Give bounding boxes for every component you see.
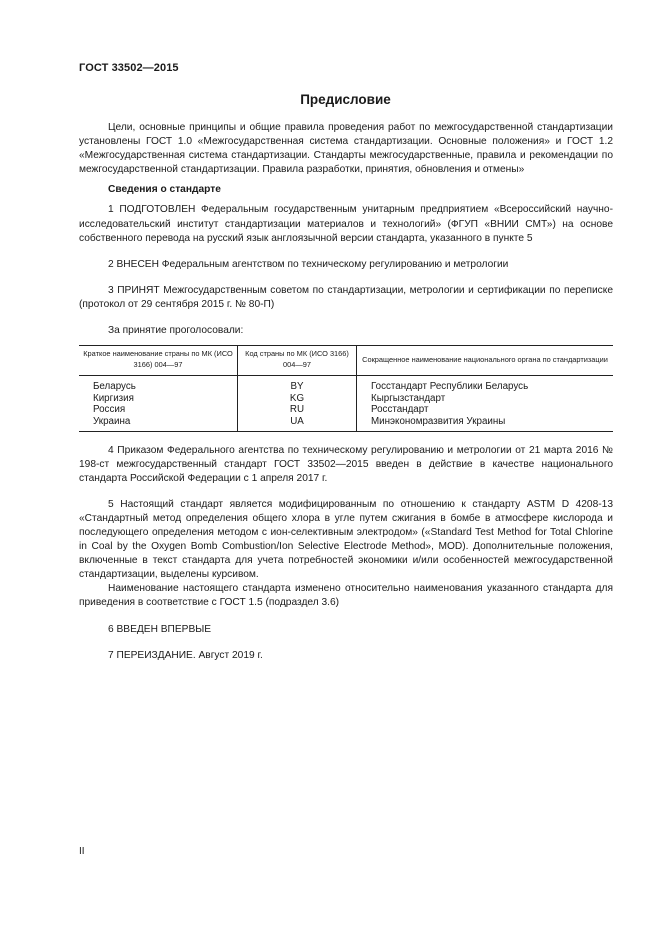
page-number: II [79, 846, 85, 857]
votes-table [79, 345, 613, 431]
intro-paragraph: Цели, основные принципы и общие правила проведения работ по межгосударственной стандартизации установлены ГОСТ 1.0 «Межгосударственная система стандартизации. Основные положения» и ГОСТ 1.2 «Межгосударственная система стандартизации. Стандарты межгосударственные, правила и рекомендации по межгосударственной стандартизации. Правила разработки, принятия, обновления и отмены» [79, 122, 613, 176]
country-cell: Украина [79, 416, 238, 431]
item-3-paragraph: 3 ПРИНЯТ Межгосударственным советом по стандартизации, метрологии и сертификации по переписке (протокол от 29 сентября 2015 г. № 80-П) [79, 284, 613, 310]
table-header-body: Сокращенное наименование национального органа по стандартизации [357, 346, 614, 376]
table-row [79, 416, 613, 431]
table-header-country: Краткое наименование страны по МК (ИСО 3166) 004—97 [79, 346, 238, 376]
body-cell: Госстандарт Республики Беларусь [357, 376, 614, 393]
item-7-paragraph: 7 ПЕРЕИЗДАНИЕ. Август 2019 г. [108, 649, 263, 661]
document-code-header: ГОСТ 33502—2015 [79, 62, 179, 74]
country-cell: Беларусь [93, 381, 136, 393]
table-row [79, 393, 613, 405]
item-4-paragraph: 4 Приказом Федерального агентства по техническому регулированию и метрологии от 21 марта 2016 № 198-ст межгосударственный стандарт ГОСТ 33502—2015 введен в действие в качестве национального стандарта Российской Федерации с 1 апреля 2017 г. [79, 444, 613, 484]
votes-label: За принятие проголосовали: [108, 325, 244, 337]
code-cell: BY [238, 376, 357, 393]
table-row [79, 404, 613, 416]
item-5-paragraph: 5 Настоящий стандарт является модифицированным по отношению к стандарту ASTM D 4208-13 «Стандартный метод определения общего хлора в угле путем сжигания в бомбе в атмосфере кислорода и последующего определения методом с ион-селективным электродом» («Standard Test Method for Total Chlorine in Coal by the Oxygen Bomb Combustion/Ion Selective Electrode Method», MOD). Дополнительные положения, включенные в текст стандарта для учета потребностей экономики и/или особенностей межгосударственной стандартизации, выделены курсивом. [79, 498, 613, 581]
code-cell: UA [238, 416, 357, 431]
country-cell: Россия [93, 404, 126, 416]
table-header-row [79, 346, 613, 376]
section-heading: Сведения о стандарте [108, 184, 221, 196]
item-1-paragraph: 1 ПОДГОТОВЛЕН Федеральным государственным унитарным предприятием «Всероссийский научно-исследовательский институт стандартизации материалов и технологий» (ФГУП «ВНИИ СМТ») на основе собственного перевода на русский язык англоязычной версии стандарта, указанного в пункте 5 [79, 204, 613, 244]
country-cell: Киргизия [93, 392, 134, 404]
body-cell: Росстандарт [357, 404, 614, 416]
page-content [79, 121, 613, 663]
table-row [79, 376, 613, 393]
code-cell: RU [238, 404, 357, 416]
item-6-paragraph: 6 ВВЕДЕН ВПЕРВЫЕ [108, 623, 212, 635]
body-cell: Кыргызстандарт [357, 393, 614, 405]
page-title: Предисловие [300, 92, 391, 107]
table-header-code: Код страны по МК (ИСО 3166) 004—97 [238, 346, 357, 376]
item-5-note-paragraph: Наименование настоящего стандарта изменено относительно наименования указанного стандарта для приведения в соответствие с ГОСТ 1.5 (подраздел 3.6) [79, 583, 613, 609]
code-cell: KG [238, 393, 357, 405]
item-2-paragraph: 2 ВНЕСЕН Федеральным агентством по техническому регулированию и метрологии [108, 258, 509, 270]
body-cell: Минэкономразвития Украины [357, 416, 614, 431]
